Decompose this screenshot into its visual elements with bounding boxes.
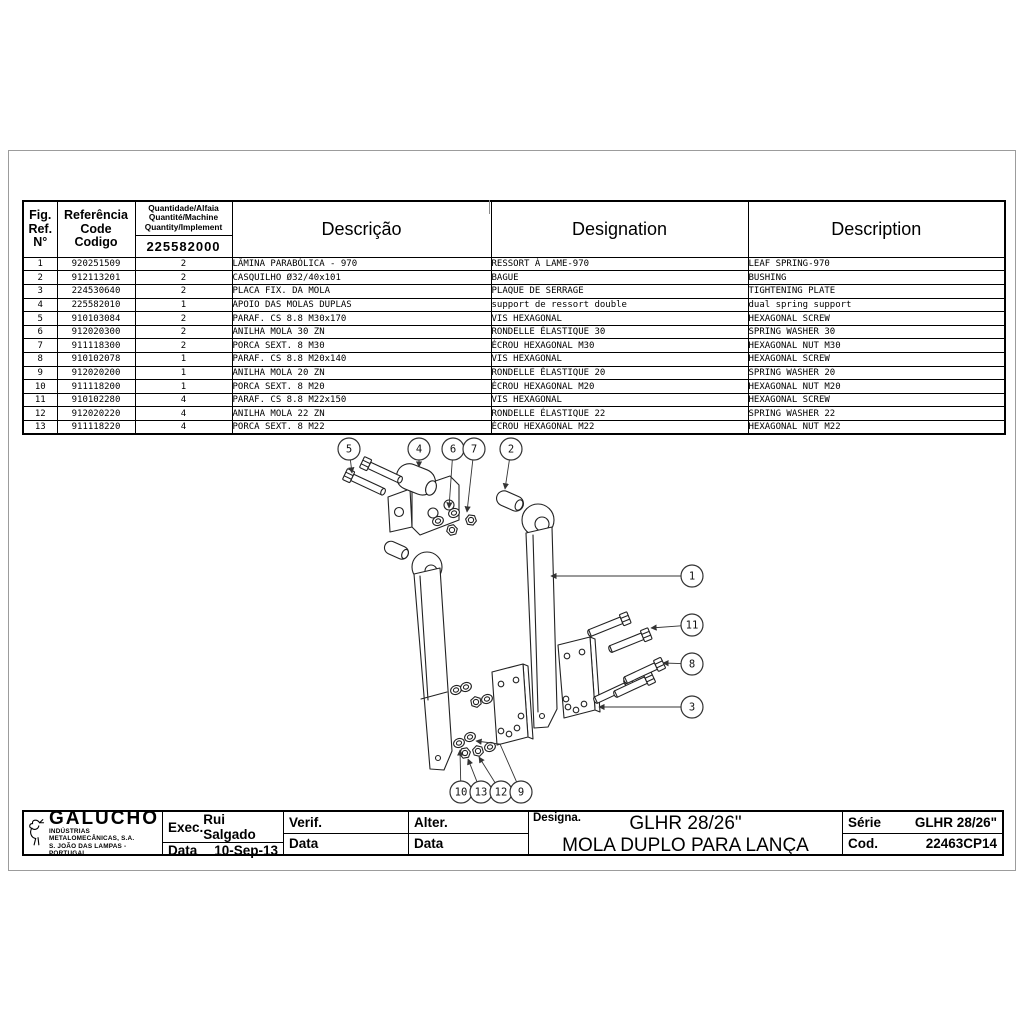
cell-fig: 11 xyxy=(23,393,57,407)
cell-designation: RONDELLE ÉLASTIQUE 30 xyxy=(491,325,748,339)
cell-descricao: PORCA SEXT. 8 M20 xyxy=(232,380,491,394)
serie-value: GLHR 28/26" xyxy=(914,814,997,830)
cell-code: 225582010 xyxy=(57,298,135,312)
cell-fig: 13 xyxy=(23,421,57,435)
part-dual-spring-support xyxy=(388,460,459,535)
spring-washer xyxy=(463,731,476,743)
part-bushing xyxy=(494,488,526,513)
cell-qty: 2 xyxy=(135,271,232,285)
cell-description: HEXAGONAL NUT M20 xyxy=(748,380,1005,394)
company-line1: INDÚSTRIAS METALOMECÂNICAS, S.A. xyxy=(48,827,135,843)
parts-table-header-row xyxy=(23,201,1005,257)
callout-balloon-1 xyxy=(551,565,703,587)
balloon-number: 2 xyxy=(507,443,515,456)
cell-qty: 2 xyxy=(135,339,232,353)
cell-descricao: APOIO DAS MOLAS DUPLAS xyxy=(232,298,491,312)
cell-descricao: LÂMINA PARABÓLICA - 970 xyxy=(232,257,491,271)
cell-fig: 4 xyxy=(23,298,57,312)
balloon-number: 3 xyxy=(688,701,696,714)
part-tightening-plate-right xyxy=(558,637,600,718)
cell-code: 912020300 xyxy=(57,325,135,339)
table-row xyxy=(23,353,1005,367)
cell-designation: PLAQUE DE SERRAGE xyxy=(491,285,748,299)
cell-qty: 2 xyxy=(135,325,232,339)
table-row xyxy=(23,271,1005,285)
parts-table-body xyxy=(23,257,1005,434)
col-header-fig: Fig. Ref. N° xyxy=(23,201,57,257)
cell-designation: VIS HEXAGONAL xyxy=(491,312,748,326)
cell-fig: 5 xyxy=(23,312,57,326)
balloon-layer xyxy=(338,438,703,803)
cell-designation: support de ressort double xyxy=(491,298,748,312)
table-row xyxy=(23,325,1005,339)
table-row xyxy=(23,298,1005,312)
cell-fig: 9 xyxy=(23,366,57,380)
company-line2: S. JOÃO DAS LAMPAS - PORTUGAL xyxy=(48,842,127,857)
hex-bolt xyxy=(586,612,631,640)
exec-block xyxy=(162,812,283,858)
verif-block xyxy=(283,812,408,854)
exec-value: Rui Salgado xyxy=(203,812,256,842)
cell-code: 911118220 xyxy=(57,421,135,435)
exec-date-value: 10-Sep-13 xyxy=(214,843,278,858)
part-tightening-plate-left xyxy=(492,664,533,745)
col-header-reference: Referência Code Codigo xyxy=(57,201,135,257)
cell-fig: 8 xyxy=(23,353,57,367)
table-row xyxy=(23,312,1005,326)
verif-date-label: Data xyxy=(289,836,319,852)
cod-value: 22463CP14 xyxy=(925,836,997,852)
col-header-quantity: Quantidade/Alfaia Quantité/Machine Quantity/Implement 225582000 xyxy=(135,201,232,257)
cell-code: 224530640 xyxy=(57,285,135,299)
balloon-number: 13 xyxy=(474,786,488,799)
cell-qty: 4 xyxy=(135,421,232,435)
alter-block xyxy=(408,812,528,854)
cell-descricao: PLACA FIX. DA MOLA xyxy=(232,285,491,299)
table-row xyxy=(23,285,1005,299)
balloon-number: 10 xyxy=(454,786,468,799)
exec-label: Exec. xyxy=(168,819,204,835)
cell-code: 910102280 xyxy=(57,393,135,407)
cell-description: HEXAGONAL NUT M30 xyxy=(748,339,1005,353)
cell-descricao: PORCA SEXT. 8 M30 xyxy=(232,339,491,353)
title-block xyxy=(22,807,1004,858)
hex-nut xyxy=(447,525,458,536)
exec-date-label: Data xyxy=(168,843,198,858)
table-row xyxy=(23,380,1005,394)
balloon-number: 9 xyxy=(517,786,525,799)
serie-label: Série xyxy=(848,814,882,830)
cell-description: SPRING WASHER 22 xyxy=(748,407,1005,421)
balloon-number: 8 xyxy=(688,658,696,671)
designation-block xyxy=(528,812,842,854)
cell-code: 911118200 xyxy=(57,380,135,394)
cell-qty: 1 xyxy=(135,353,232,367)
cell-qty: 1 xyxy=(135,298,232,312)
cell-designation: BAGUE xyxy=(491,271,748,285)
callout-balloon-10 xyxy=(450,750,472,803)
table-row xyxy=(23,407,1005,421)
cell-fig: 2 xyxy=(23,271,57,285)
cell-descricao: ANILHA MOLA 22 ZN xyxy=(232,407,491,421)
table-row xyxy=(23,421,1005,435)
hex-bolt xyxy=(607,628,652,656)
callout-balloon-8 xyxy=(663,653,703,675)
table-row xyxy=(23,257,1005,271)
callout-balloon-11 xyxy=(651,614,703,636)
cell-description: BUSHING xyxy=(748,271,1005,285)
cell-descricao: PARAF. CS 8.8 M22x150 xyxy=(232,393,491,407)
cell-description: TIGHTENING PLATE xyxy=(748,285,1005,299)
cell-qty: 4 xyxy=(135,393,232,407)
table-row xyxy=(23,366,1005,380)
cell-designation: VIS HEXAGONAL xyxy=(491,353,748,367)
drawing-title: MOLA DUPLO PARA LANÇA xyxy=(562,835,809,856)
cell-qty: 1 xyxy=(135,380,232,394)
col-header-description: Description xyxy=(748,201,1005,257)
cell-code: 912020200 xyxy=(57,366,135,380)
callout-balloon-5 xyxy=(338,438,360,473)
cell-description: SPRING WASHER 20 xyxy=(748,366,1005,380)
cell-qty: 2 xyxy=(135,312,232,326)
cell-fig: 10 xyxy=(23,380,57,394)
cell-designation: VIS HEXAGONAL xyxy=(491,393,748,407)
spring-washer xyxy=(452,737,465,749)
parts-table xyxy=(22,200,1006,435)
cell-designation: RESSORT À LAME-970 xyxy=(491,257,748,271)
balloon-number: 12 xyxy=(494,786,508,799)
company-block xyxy=(24,807,162,857)
balloon-number: 6 xyxy=(449,443,457,456)
cell-designation: ÉCROU HEXAGONAL M22 xyxy=(491,421,748,435)
balloon-number: 11 xyxy=(685,619,699,632)
cell-descricao: PARAF. CS 8.8 M20x140 xyxy=(232,353,491,367)
cell-designation: ÉCROU HEXAGONAL M20 xyxy=(491,380,748,394)
callout-balloon-7 xyxy=(463,438,485,512)
cell-descricao: PARAF. CS 8.8 M30x170 xyxy=(232,312,491,326)
hex-nut xyxy=(466,515,477,525)
alter-label: Alter. xyxy=(414,814,448,830)
balloon-number: 5 xyxy=(345,443,353,456)
cell-fig: 7 xyxy=(23,339,57,353)
cell-qty: 4 xyxy=(135,407,232,421)
cell-description: HEXAGONAL SCREW xyxy=(748,393,1005,407)
callout-balloon-3 xyxy=(599,696,703,718)
verif-label: Verif. xyxy=(289,814,323,830)
cell-designation: RONDELLE ÉLASTIQUE 20 xyxy=(491,366,748,380)
cell-qty: 2 xyxy=(135,257,232,271)
designa-label: Designa. xyxy=(533,812,581,824)
cell-code: 911118300 xyxy=(57,339,135,353)
callout-balloon-13 xyxy=(468,759,492,803)
cell-descricao: PORCA SEXT. 8 M22 xyxy=(232,421,491,435)
fold-mark xyxy=(489,200,490,214)
hex-nut xyxy=(473,746,484,757)
cell-fig: 6 xyxy=(23,325,57,339)
machine-code: 225582000 xyxy=(146,238,221,254)
hex-nut xyxy=(460,748,471,758)
cell-code: 910103084 xyxy=(57,312,135,326)
table-row xyxy=(23,393,1005,407)
cell-descricao: ANILHA MOLA 20 ZN xyxy=(232,366,491,380)
cell-fig: 12 xyxy=(23,407,57,421)
callout-balloon-2 xyxy=(500,438,522,489)
col-header-descricao: Descrição xyxy=(232,201,491,257)
cell-code: 920251509 xyxy=(57,257,135,271)
cell-qty: 2 xyxy=(135,285,232,299)
cell-descricao: CASQUILHO Ø32/40x101 xyxy=(232,271,491,285)
balloon-number: 4 xyxy=(415,443,423,456)
cell-designation: RONDELLE ÉLASTIQUE 22 xyxy=(491,407,748,421)
cell-code: 912020220 xyxy=(57,407,135,421)
cell-fig: 1 xyxy=(23,257,57,271)
cell-description: SPRING WASHER 30 xyxy=(748,325,1005,339)
cod-label: Cod. xyxy=(848,836,878,852)
balloon-number: 1 xyxy=(688,570,696,583)
drawing-series-title: GLHR 28/26" xyxy=(629,813,742,834)
table-row xyxy=(23,339,1005,353)
cell-qty: 1 xyxy=(135,366,232,380)
cell-designation: ÉCROU HEXAGONAL M30 xyxy=(491,339,748,353)
cell-description: LEAF SPRING-970 xyxy=(748,257,1005,271)
rooster-logo-icon xyxy=(27,813,46,853)
cell-description: HEXAGONAL SCREW xyxy=(748,312,1005,326)
col-header-designation: Designation xyxy=(491,201,748,257)
cell-description: HEXAGONAL NUT M22 xyxy=(748,421,1005,435)
cell-fig: 3 xyxy=(23,285,57,299)
company-name: GALUCHO xyxy=(48,807,159,829)
cell-descricao: ANILHA MOLA 30 ZN xyxy=(232,325,491,339)
cell-description: HEXAGONAL SCREW xyxy=(748,353,1005,367)
cell-code: 912113201 xyxy=(57,271,135,285)
hex-nut xyxy=(471,697,481,708)
balloon-number: 7 xyxy=(470,443,478,456)
alter-date-label: Data xyxy=(414,836,444,852)
callout-balloon-4 xyxy=(408,438,430,467)
cell-code: 910102078 xyxy=(57,353,135,367)
spring-washer xyxy=(480,693,493,705)
cell-description: dual spring support xyxy=(748,298,1005,312)
part-leaf-spring-left xyxy=(382,539,452,770)
serie-block xyxy=(842,812,1002,854)
